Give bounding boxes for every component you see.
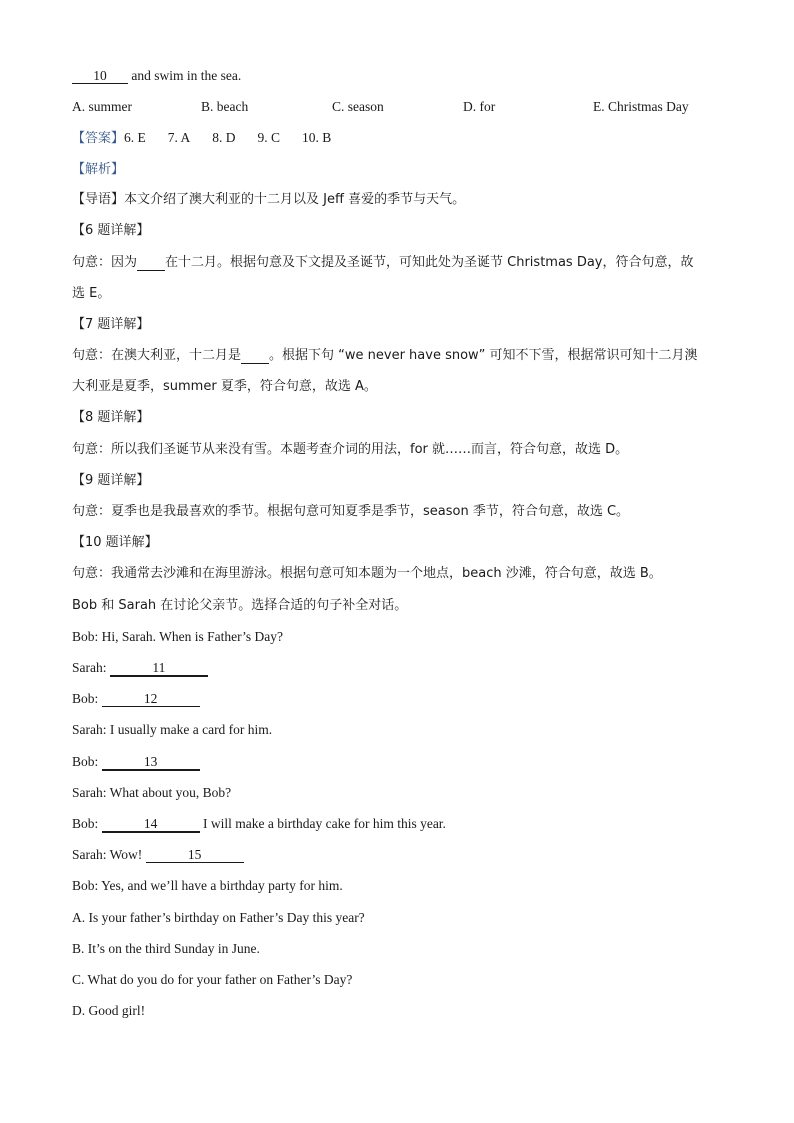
inline-blank xyxy=(241,348,269,364)
inline-blank xyxy=(137,255,165,271)
option-c: C. What do you do for your father on Father’s Day? xyxy=(72,972,353,987)
section-intro: Bob 和 Sarah 在讨论父亲节。选择合适的句子补全对话。 xyxy=(72,598,408,613)
answer-blank: 10 xyxy=(72,68,128,84)
answer-item: 7. A xyxy=(167,130,191,145)
sentence-text: and swim in the sea. xyxy=(128,68,242,83)
option-a: A. summer xyxy=(72,99,132,114)
option-d: D. Good girl! xyxy=(72,1003,146,1018)
guide-label: 【导语】 xyxy=(72,192,125,207)
analysis-label: 【解析】 xyxy=(72,162,125,177)
answer-item: 8. D xyxy=(212,130,236,145)
q6-heading: 【6 题详解】 xyxy=(72,223,150,238)
answer-blank: 14 xyxy=(102,816,200,833)
option-e: E. Christmas Day xyxy=(593,99,689,114)
answer-blank: 15 xyxy=(146,847,244,863)
answer-blank: 12 xyxy=(102,691,200,707)
q8-heading: 【8 题详解】 xyxy=(72,410,150,425)
q6-explanation-line1: 句意：因为 在十二月。根据句意及下文提及圣诞节，可知此处为圣诞节 Christmas Day，符合句意，故 xyxy=(72,255,694,270)
dialogue-line: Bob: Hi, Sarah. When is Father’s Day? xyxy=(72,629,283,644)
q9-explanation: 句意：夏季也是我最喜欢的季节。根据句意可知夏季是季节，season 季节，符合句意，故选 C。 xyxy=(72,504,630,519)
answer-blank: 11 xyxy=(110,660,208,677)
option-d: D. for xyxy=(463,99,496,114)
option-b: B. beach xyxy=(201,99,249,114)
dialogue-line: Bob: 14 I will make a birthday cake for him this year. xyxy=(72,816,446,831)
q7-explanation-line1: 句意：在澳大利亚，十二月是 。根据下句 “we never have snow” 可知不下雪，根据常识可知十二月澳 xyxy=(72,348,698,363)
dialogue-line: Sarah: I usually make a card for him. xyxy=(72,722,273,737)
q7-explanation-line2: 大利亚是夏季，summer 夏季，符合句意，故选 A。 xyxy=(72,379,377,394)
q7-heading: 【7 题详解】 xyxy=(72,317,150,332)
option-a: A. Is your father’s birthday on Father’s Day this year? xyxy=(72,910,365,925)
dialogue-line: Bob: Yes, and we’ll have a birthday party for him. xyxy=(72,878,343,893)
q6-explanation-line2: 选 E。 xyxy=(72,286,111,301)
q10-explanation: 句意：我通常去沙滩和在海里游泳。根据句意可知本题为一个地点，beach 沙滩，符合句意，故选 B。 xyxy=(72,566,662,581)
answer-blank: 13 xyxy=(102,754,200,771)
answer-item: 6. E xyxy=(124,130,146,145)
answer-label: 【答案】 xyxy=(72,131,125,146)
text-line xyxy=(72,67,241,85)
option-b: B. It’s on the third Sunday in June. xyxy=(72,941,260,956)
dialogue-line: Bob: 12 xyxy=(72,690,200,708)
answer-item: 9. C xyxy=(257,130,281,145)
answer-item: 10. B xyxy=(302,130,332,145)
q10-heading: 【10 题详解】 xyxy=(72,535,158,550)
dialogue-line: Bob: 13 xyxy=(72,753,200,771)
dialogue-line: Sarah: Wow! 15 xyxy=(72,846,244,864)
dialogue-line: Sarah: 11 xyxy=(72,659,208,677)
guide-text: 本文介绍了澳大利亚的十二月以及 Jeff 喜爱的季节与天气。 xyxy=(124,192,466,207)
q9-heading: 【9 题详解】 xyxy=(72,473,150,488)
option-c: C. season xyxy=(332,99,384,114)
dialogue-line: Sarah: What about you, Bob? xyxy=(72,785,232,800)
answer-line xyxy=(72,129,353,148)
guide-line xyxy=(72,191,465,209)
q8-explanation: 句意：所以我们圣诞节从来没有雪。本题考查介词的用法，for 就……而言，符合句意，故选 D。 xyxy=(72,442,629,457)
